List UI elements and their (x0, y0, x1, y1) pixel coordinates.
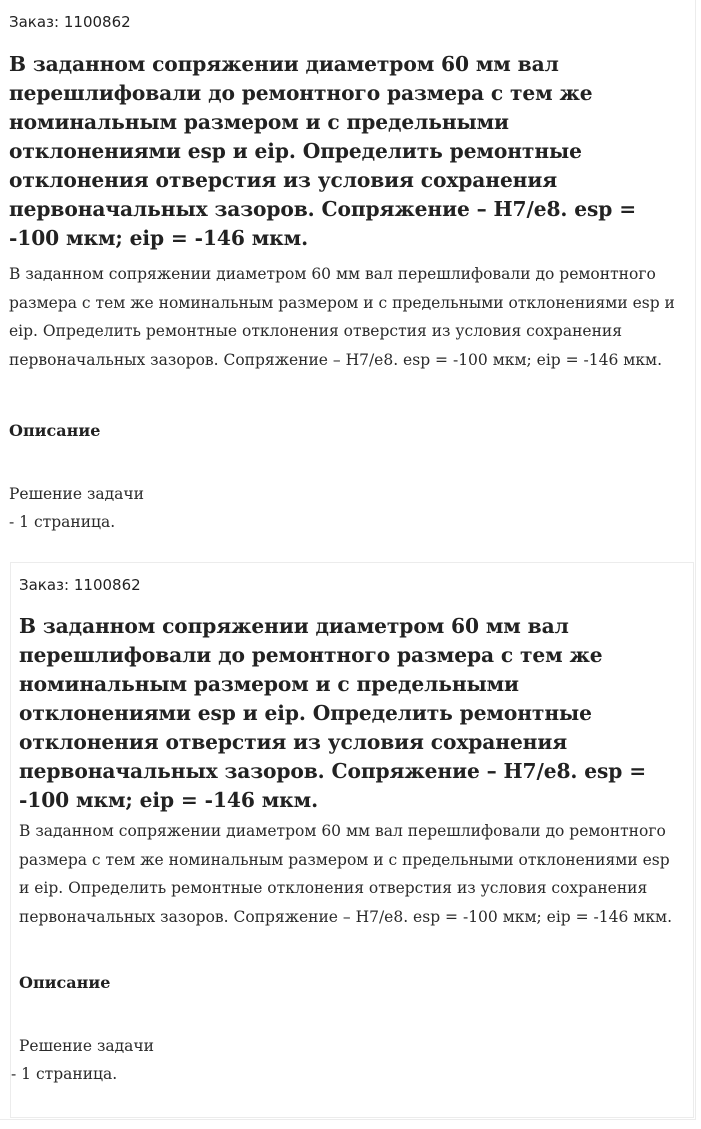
order-number: Заказ: 1100862 (9, 13, 131, 31)
order-number: Заказ: 1100862 (19, 576, 141, 594)
task-description-text: В заданном сопряжении диаметром 60 мм вал перешлифовали до ремонтного размера с тем же номинальным размером и с предельными отклонениями esp и eip. Определить ремонтные отклонения отверстия из условия сохранения первоначальных зазоров. Сопряжение – H7/e8. esp = -100 мкм; eip = -146 мкм. (9, 265, 675, 369)
description-line-pages: - 1 страница. (9, 513, 116, 531)
description-line-solution: Решение задачи (9, 485, 145, 503)
description-line-solution: Решение задачи (19, 1037, 155, 1055)
description-line-pages: - 1 страница. (11, 1065, 118, 1083)
task-description-text: В заданном сопряжении диаметром 60 мм вал перешлифовали до ремонтного размера с тем же номинальным размером и с предельными отклонениями esp и eip. Определить ремонтные отклонения отверстия из условия сохранения первоначальных зазоров. Сопряжение – H7/e8. esp = -100 мкм; eip = -146 мкм. (19, 822, 673, 926)
task-title: В заданном сопряжении диаметром 60 мм вал перешлифовали до ремонтного размера с тем же номинальным размером и с предельными отклонениями esp и eip. Определить ремонтные отклонения отверстия из условия сохранения первоначальных зазоров. Сопряжение – H7/e8. esp = -100 мкм; eip = -146 мкм. (9, 52, 637, 250)
description-heading: Описание (19, 973, 111, 992)
task-title: В заданном сопряжении диаметром 60 мм вал перешлифовали до ремонтного размера с тем же номинальным размером и с предельными отклонениями esp и eip. Определить ремонтные отклонения отверстия из условия сохранения первоначальных зазоров. Сопряжение – H7/e8. esp = -100 мкм; eip = -146 мкм. (19, 614, 647, 812)
description-heading: Описание (9, 421, 101, 440)
order-card-duplicate (10, 562, 694, 1118)
